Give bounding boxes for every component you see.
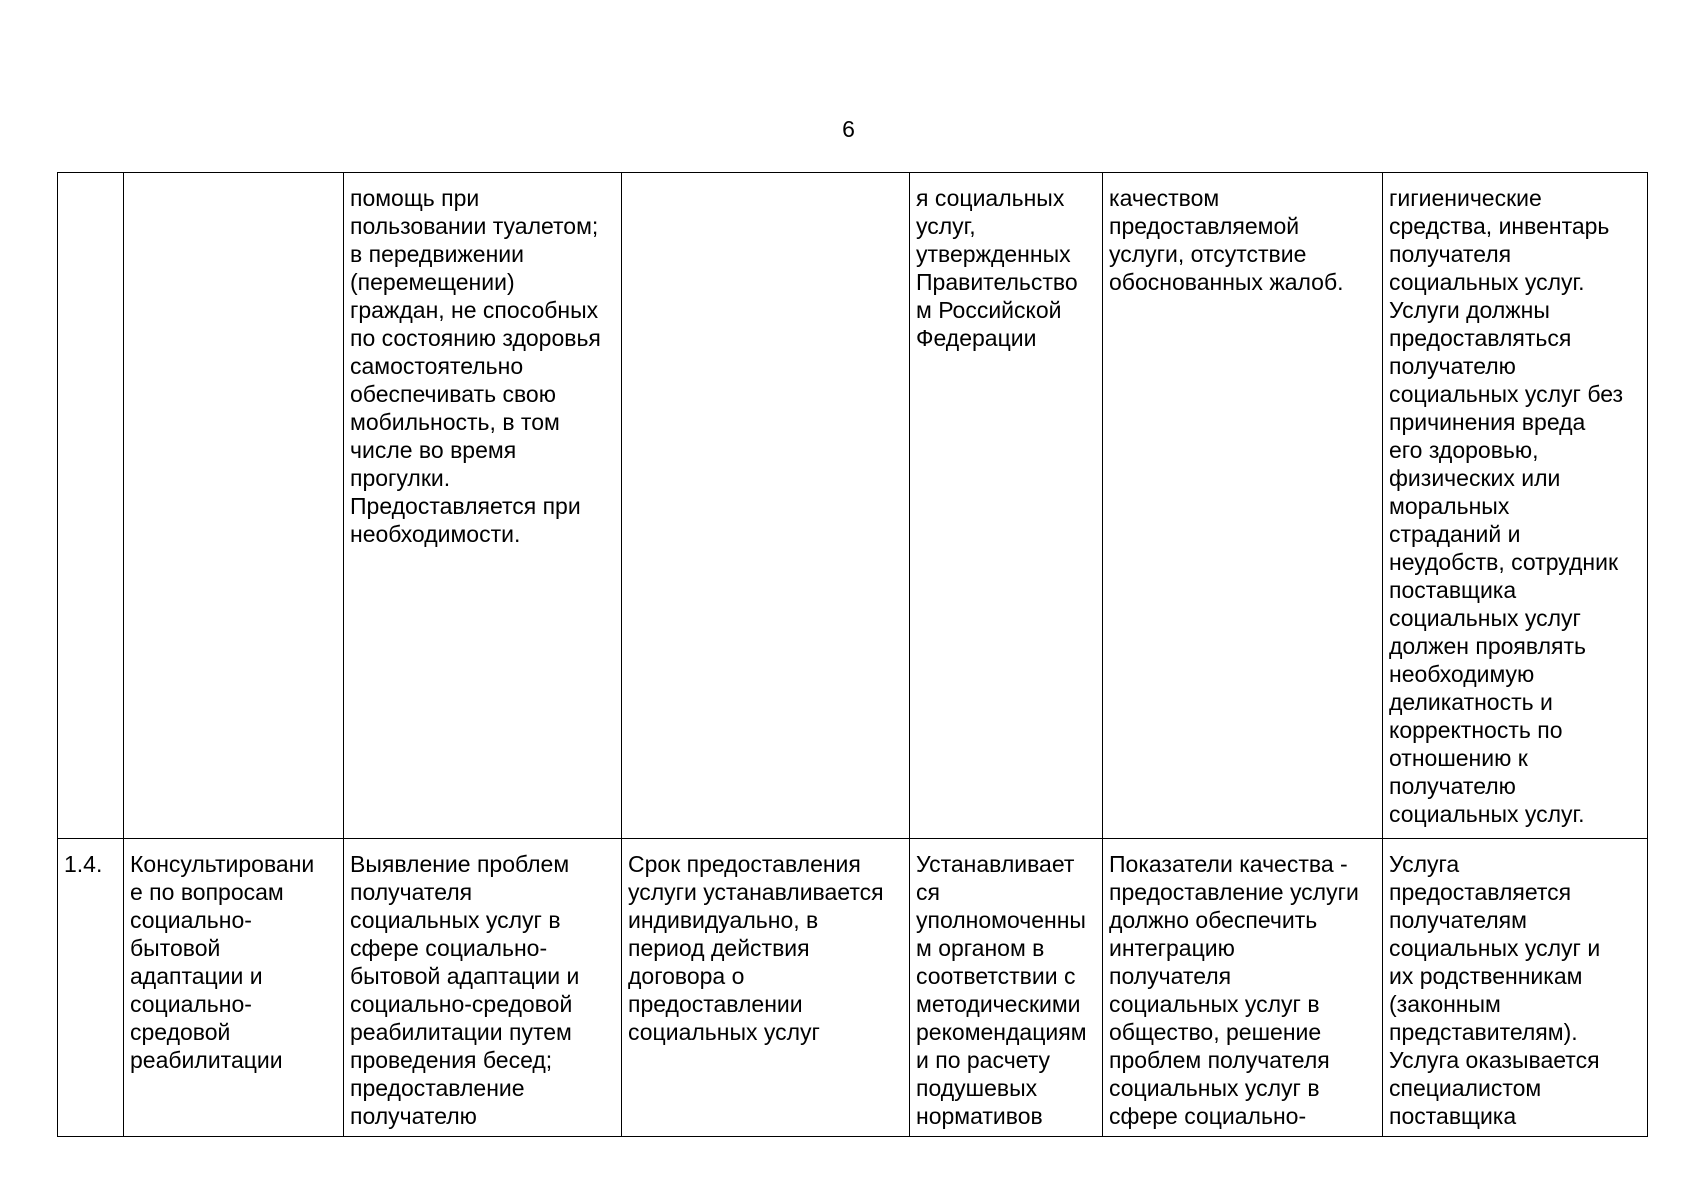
table-row — [58, 839, 1648, 1137]
table-cell-tariff: Устанавливает ся уполномоченны м органом в соответствии с методическими рекомендациям и по расчету подушевых нормативов — [910, 839, 1103, 1137]
page-number: 6 — [842, 116, 855, 142]
table-cell-service-name: Консультировани е по вопросам социально- бытовой адаптации и социально- средовой реабилитации — [124, 839, 344, 1137]
table-cell-conditions: Услуга предоставляется получателям социальных услуг и их родственникам (законным представителям). Услуга оказывается специалистом поставщика — [1383, 839, 1648, 1137]
table-cell-term — [622, 173, 910, 839]
services-table — [57, 172, 1648, 1137]
table-cell-service-name — [124, 173, 344, 839]
table-cell-number — [58, 173, 124, 839]
table-cell-conditions: гигиенические средства, инвентарь получателя социальных услуг. Услуги должны предоставляться получателю социальных услуг без причинения вреда его здоровью, физических или моральных страданий и неудобств, сотрудник поставщика социальных услуг должен проявлять необходимую деликатность и корректность по отношению к получателю социальных услуг. — [1383, 173, 1648, 839]
table-cell-description: Выявление проблем получателя социальных услуг в сфере социально- бытовой адаптации и социально-средовой реабилитации путем проведения бесед; предоставление получателю — [344, 839, 622, 1137]
table-cell-tariff: я социальных услуг, утвержденных Правительство м Российской Федерации — [910, 173, 1103, 839]
table-cell-description: помощь при пользовании туалетом; в передвижении (перемещении) граждан, не способных по состоянию здоровья самостоятельно обеспечивать свою мобильность, в том числе во время прогулки. Предоставляется при необходимости. — [344, 173, 622, 839]
table-cell-number: 1.4. — [58, 839, 124, 1137]
table-cell-quality-indicators: качеством предоставляемой услуги, отсутствие обоснованных жалоб. — [1103, 173, 1383, 839]
table-cell-term: Срок предоставления услуги устанавливается индивидуально, в период действия договора о предоставлении социальных услуг — [622, 839, 910, 1137]
table-cell-quality-indicators: Показатели качества - предоставление услуги должно обеспечить интеграцию получателя социальных услуг в общество, решение проблем получателя социальных услуг в сфере социально- — [1103, 839, 1383, 1137]
table-row — [58, 173, 1648, 839]
